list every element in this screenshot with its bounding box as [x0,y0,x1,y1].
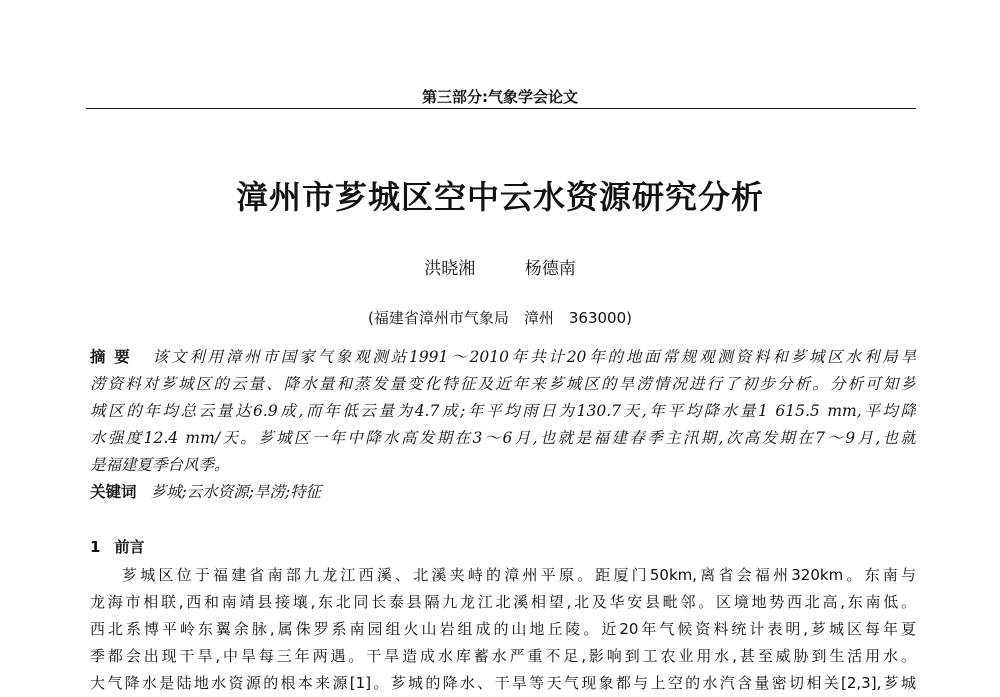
keywords-text: 芗城;云水资源;旱涝;特征 [150,483,322,501]
abstract-line: 水强度12.4 mm/天。芗城区一年中降水高发期在3～6月,也就是福建春季主汛期,次高发期在7～9月,也就 [90,429,916,447]
paragraph-line: 西北系博平岭东翼余脉,属侏罗系南园组火山岩组成的山地丘陵。近20年气候资料统计表明,芗城区每年夏 [90,620,916,638]
abstract-line: 城区的年均总云量达6.9成,而年低云量为4.7成;年平均雨日为130.7天,年平均降水量1 615.5 mm,平均降 [90,402,916,420]
section-number: 1 [90,538,101,556]
abstract-line: 是福建夏季台风季。 [90,456,230,474]
paragraph-line: 芗城区位于福建省南部九龙江西溪、北溪夹峙的漳州平原。距厦门50km,离省会福州320km。东南与 [122,566,916,584]
abstract-line: 该文利用漳州市国家气象观测站1991～2010年共计20年的地面常规观测资料和芗城区水利局旱 [152,348,916,366]
affiliation: (福建省漳州市气象局 漳州 363000) [368,309,632,327]
abstract-line: 涝资料对芗城区的云量、降水量和蒸发量变化特征及近年来芗城区的旱涝情况进行了初步分析。分析可知芗 [90,375,916,393]
abstract [90,344,916,479]
paragraph-line: 季都会出现干旱,中旱每三年两遇。干旱造成水库蓄水严重不足,影响到工农业用水,甚至威胁到生活用水。 [90,647,916,665]
keywords [90,479,916,506]
authors [0,254,1000,279]
section-heading [90,536,144,557]
author: 洪晓湘 [424,259,476,279]
paragraph-line: 大气降水是陆地水资源的根本来源[1]。芗城的降水、干旱等天气现象都与上空的水汽含量密切相关[2,3],芗城 [90,674,916,692]
abstract-label: 摘要 [90,348,139,366]
paragraph-line: 龙海市相联,西和南靖县接壤,东北同长泰县隔九龙江北溪相望,北及华安县毗邻。区境地势西北高,东南低。 [90,593,916,611]
header-rule [86,108,916,109]
keywords-label: 关键词 [90,483,137,501]
paper-title: 漳州市芗城区空中云水资源研究分析 [235,178,764,216]
running-header: 第三部分:气象学会论文 [422,88,578,106]
section-title: 前言 [114,538,145,556]
author: 杨德南 [524,259,576,279]
body-paragraph [90,562,916,697]
